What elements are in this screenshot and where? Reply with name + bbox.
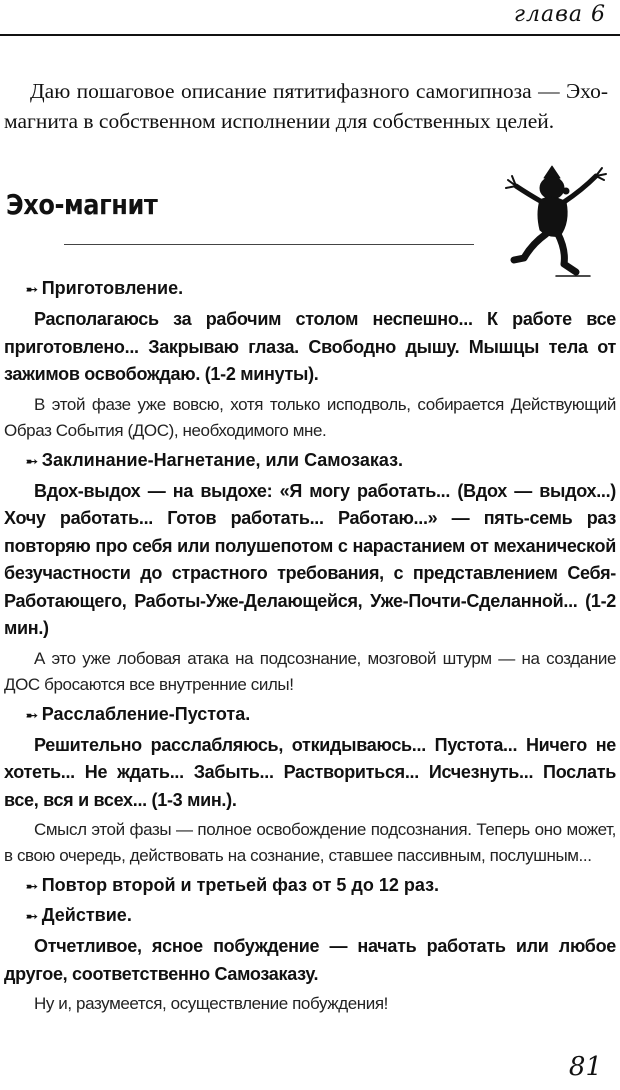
- step-3-label: Расслабление-Пустота.: [41, 703, 251, 724]
- step-3-note: Смысл этой фазы — полное освобождение подсознания. Теперь оно может, в свою очередь, действовать на сознание, ставшее пассивным, послушным...: [4, 820, 616, 865]
- section-title: Эхо-магнит: [6, 188, 158, 221]
- step-4-heading: [4, 873, 616, 898]
- header-divider: [0, 34, 620, 36]
- step-1-note: В этой фазе уже вовсю, хотя только исподволь, собирается Действующий Образ События (ДОС), необходимого мне.: [4, 394, 616, 440]
- step-4-label: Повтор второй и третьей фаз от 5 до 12 раз.: [41, 875, 440, 895]
- title-divider: [64, 244, 474, 245]
- arrow-icon: ➸: [26, 908, 36, 924]
- step-3-text: Решительно расслабляюсь, откидываюсь... Пустота... Ничего не хотеть... Не ждать... Забыть... Раствориться... Исчезнуть... Послать все, вся и всех... (1-3 мин.).: [4, 734, 616, 810]
- chapter-header: глава 6: [513, 2, 606, 27]
- step-3-heading: [4, 702, 616, 727]
- arrow-icon: ➸: [26, 281, 36, 297]
- intro-paragraph: Даю пошаговое описание пятитифазного самогипноза — Эхо-магнита в собственном исполнении для собственных целей.: [4, 79, 608, 133]
- phase-list: [4, 276, 616, 1021]
- step-2-text: Вдох-выдох — на выдохе: «Я могу работать... (Вдох — выдох...) Хочу работать... Готов работать... Работаю...» — пять-семь раз повторяю про себя или полушепотом с нарастанием от механической безучастности до страстного требования, с представлением Себя-Работающего, Работы-Уже-Делающейся, Уже-Почти-Сделанной... (1-2 мин.): [4, 480, 616, 638]
- step-1-label: Приготовление.: [41, 278, 184, 298]
- arrow-icon: ➸: [26, 452, 36, 469]
- step-5-label: Действие.: [41, 905, 132, 925]
- arrow-icon: ➸: [26, 878, 36, 894]
- step-1-heading: [4, 276, 616, 301]
- page-number: 81: [568, 1052, 602, 1082]
- arrow-icon: ➸: [26, 706, 36, 723]
- step-2-label: Заклинание-Нагнетание, или Самозаказ.: [41, 449, 404, 470]
- dancing-man-icon: [494, 164, 618, 282]
- step-1-text: Располагаюсь за рабочим столом неспешно... К работе все приготовлено... Закрываю глаза. Свободно дышу. Мышцы тела от зажимов освобождаю. (1-2 минуты).: [4, 309, 616, 384]
- step-2-heading: [4, 448, 616, 473]
- step-5-heading: [4, 903, 616, 928]
- step-5-note: Ну и, разумеется, осуществление побуждения!: [34, 994, 388, 1013]
- step-5-text: Отчетливое, ясное побуждение — начать работать или любое другое, соответственно Самозаказу.: [4, 936, 616, 984]
- step-2-note: А это уже лобовая атака на подсознание, мозговой штурм — на создание ДОС бросаются все внутренние силы!: [4, 648, 616, 694]
